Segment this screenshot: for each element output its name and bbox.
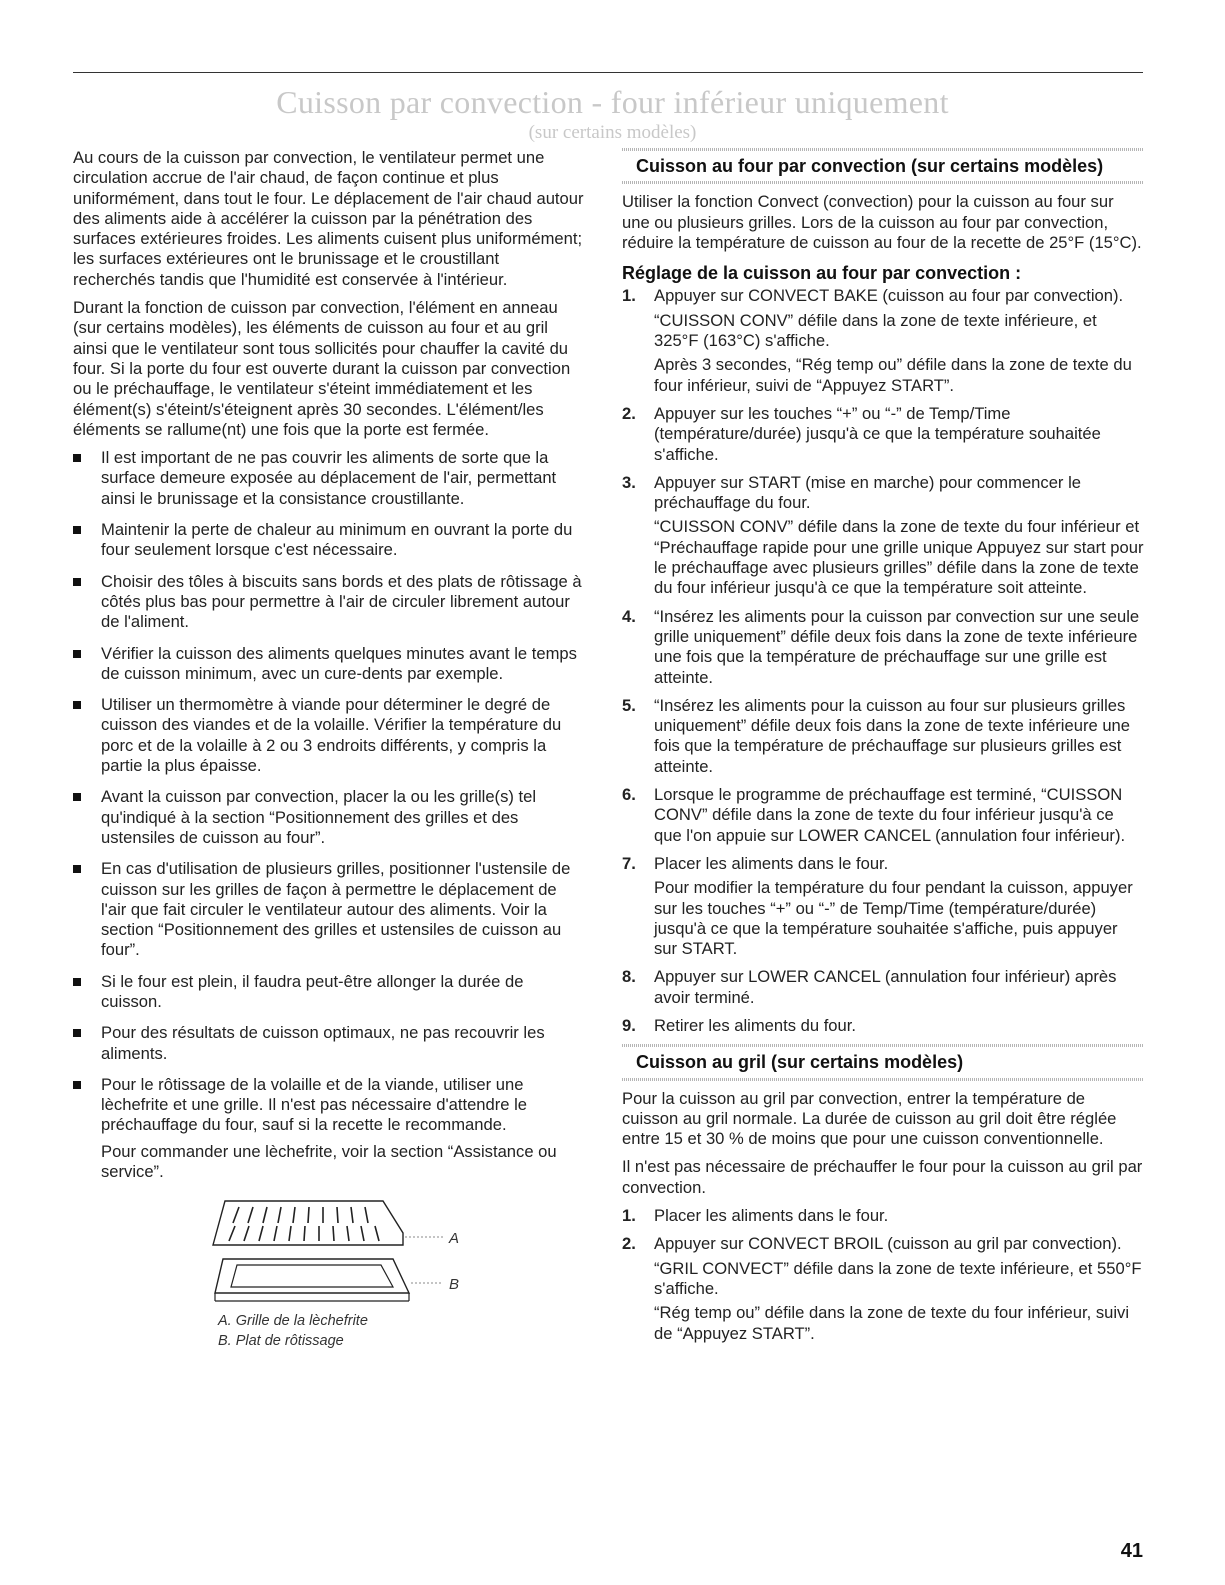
section-intro: Utiliser la fonction Convect (convection) pour la cuisson au four sur une ou plusieurs grilles. Lors de la cuisson au four par convection, réduire la température de cuisson au four de la recette de 25°F (15°C). bbox=[622, 192, 1142, 252]
step-text: “Insérez les aliments pour la cuisson par convection sur une seule grille uniquement” défile deux fois dans la zone de texte inférieure une fois que la température de préchauffage sur une grille est atteinte. bbox=[654, 606, 1140, 687]
list-item bbox=[73, 644, 585, 685]
step-note: “GRIL CONVECT” défile dans la zone de texte inférieure, et 550°F s'affiche. bbox=[654, 1258, 1142, 1298]
step-number: 5. bbox=[622, 695, 636, 715]
step-text: Placer les aliments dans le four. bbox=[654, 853, 889, 873]
broiler-pan-illustration bbox=[203, 1193, 503, 1308]
section-heading-convection-bake: Cuisson au four par convection (sur certains modèles) bbox=[622, 148, 1144, 184]
step-number: 4. bbox=[622, 606, 636, 626]
step-text: Appuyer sur CONVECT BROIL (cuisson au gril par convection). bbox=[654, 1234, 1122, 1254]
step-item bbox=[622, 967, 1144, 1008]
list-item bbox=[73, 695, 585, 776]
step-text: “Insérez les aliments pour la cuisson au four sur plusieurs grilles uniquement” défile deux fois dans la zone de texte inférieure une fois que la température de préchauffage sur plusieurs grilles est atteinte. bbox=[654, 695, 1131, 776]
step-text: Placer les aliments dans le four. bbox=[654, 1206, 889, 1226]
left-column bbox=[73, 148, 585, 1363]
figure-label-b: B bbox=[449, 1276, 460, 1294]
list-item bbox=[73, 520, 585, 561]
step-item bbox=[622, 1234, 1144, 1343]
step-item bbox=[622, 854, 1144, 959]
list-item bbox=[73, 972, 585, 1013]
step-item bbox=[622, 607, 1144, 688]
broil-paragraph: Il n'est pas nécessaire de préchauffer le four pour la cuisson au gril par convection. bbox=[622, 1157, 1143, 1197]
step-text: Lorsque le programme de préchauffage est terminé, “CUISSON CONV” défile dans la zone de texte du four inférieur jusqu'à ce que l'on appuie sur LOWER CANCEL (annulation four inférieur). bbox=[654, 785, 1126, 845]
list-item-text: Si le four est plein, il faudra peut-être allonger la durée de cuisson. bbox=[101, 971, 524, 1011]
section-heading-broil: Cuisson au gril (sur certains modèles) bbox=[622, 1044, 1144, 1080]
step-note: “CUISSON CONV” défile dans la zone de texte du four inférieur et “Préchauffage rapide pour une grille unique Appuyez sur start pour le préchauffage avec plusieurs grilles” défile dans la zone de texte du four inférieur jusqu'à ce que la température soit atteinte. bbox=[654, 517, 1144, 598]
intro-paragraphs bbox=[73, 148, 585, 440]
bullet-square-icon bbox=[73, 526, 81, 534]
step-number: 8. bbox=[622, 967, 636, 987]
list-item bbox=[73, 859, 585, 960]
step-number: 9. bbox=[622, 1015, 636, 1035]
step-item bbox=[622, 785, 1144, 846]
broiler-pan-figure bbox=[73, 1193, 585, 1363]
intro-paragraph: Durant la fonction de cuisson par convection, l'élément en anneau (sur certains modèles), les éléments de cuisson au four et au gril ainsi que le ventilateur sont tous sollicités pour chauffer la cavité du four. Si la porte du four est ouverte durant la cuisson par convection ou le préchauffage, le ventilateur s'éteint immédiatement et les élément(s) s'éteint/s'éteignent après 30 secondes. L'élément/les éléments se rallume(nt) une fois que la porte est fermée. bbox=[73, 298, 571, 439]
step-note: Pour modifier la température du four pendant la cuisson, appuyer sur les touches “+” ou “-” de Temp/Time (température/durée) jusqu'à ce que la température souhaitée s'affiche, puis appuyer sur START. bbox=[654, 878, 1133, 959]
bullet-square-icon bbox=[73, 865, 81, 873]
step-number: 2. bbox=[622, 1234, 636, 1254]
page-title: Cuisson par convection - four inférieur uniquement bbox=[276, 84, 949, 120]
step-text: Retirer les aliments du four. bbox=[654, 1015, 856, 1035]
step-number: 2. bbox=[622, 403, 636, 423]
list-item-text: En cas d'utilisation de plusieurs grilles, positionner l'ustensile de cuisson sur les grilles de façon à permettre le déplacement de l'air que fait circuler le ventilateur autour des aliments. Voir la section “Positionnement des grilles et ustensiles de cuisson au four”. bbox=[101, 859, 571, 960]
list-item bbox=[73, 1075, 585, 1182]
step-item bbox=[622, 286, 1144, 395]
list-item-text: Avant la cuisson par convection, placer la ou les grille(s) tel qu'indiqué à la section “Positionnement des grilles et des ustensiles de cuisson au four”. bbox=[101, 787, 537, 847]
bullet-square-icon bbox=[73, 454, 81, 462]
step-number: 1. bbox=[622, 286, 636, 306]
step-note: “Rég temp ou” défile dans la zone de texte du four inférieur, suivi de “Appuyez START”. bbox=[654, 1303, 1130, 1343]
step-number: 1. bbox=[622, 1206, 636, 1226]
list-item-text: Maintenir la perte de chaleur au minimum en ouvrant la porte du four seulement lorsque c'est nécessaire. bbox=[101, 520, 573, 560]
list-item-text: Pour le rôtissage de la volaille et de la viande, utiliser une lèchefrite et une grille. Il n'est pas nécessaire d'attendre le préchauffage du four, sauf si la recette le recommande. bbox=[101, 1074, 528, 1135]
bullet-square-icon bbox=[73, 701, 81, 709]
figure-caption bbox=[218, 1311, 368, 1351]
list-item bbox=[73, 448, 585, 509]
right-column bbox=[622, 148, 1144, 1352]
step-note: Après 3 secondes, “Rég temp ou” défile dans la zone de texte du four inférieur, suivi de “Appuyez START”. bbox=[654, 355, 1132, 395]
intro-paragraph: Au cours de la cuisson par convection, le ventilateur permet une circulation accrue de l'air chaud, de façon continue et plus uniformément, dans tout le four. Le déplacement de l'air chaud autour des aliments aide à accélérer la cuisson par la pénétration des surfaces extérieures froides. Les aliments cuisent plus uniformément; les surfaces extérieures ont le brunissage et le croustillant recherchés tandis que l'humidité est conservée à l'intérieur. bbox=[73, 148, 584, 289]
list-item-text: Pour des résultats de cuisson optimaux, ne pas recouvrir les aliments. bbox=[101, 1023, 545, 1063]
step-item bbox=[622, 696, 1144, 777]
bullet-square-icon bbox=[73, 1029, 81, 1037]
list-item-text: Choisir des tôles à biscuits sans bords et des plats de rôtissage à côtés plus bas pour permettre à l'air de circuler librement autour de l'aliment. bbox=[101, 571, 582, 632]
page-number: 41 bbox=[1120, 1540, 1143, 1562]
caption-b: B. Plat de rôtissage bbox=[218, 1333, 344, 1350]
bullet-square-icon bbox=[73, 793, 81, 801]
step-text: Appuyer sur CONVECT BAKE (cuisson au four par convection). bbox=[654, 286, 1124, 306]
bullet-square-icon bbox=[73, 978, 81, 986]
step-item bbox=[622, 473, 1144, 599]
step-number: 7. bbox=[622, 853, 636, 873]
broil-steps bbox=[622, 1206, 1144, 1344]
figure-label-a: A bbox=[449, 1230, 460, 1248]
page-subtitle: (sur certains modèles) bbox=[528, 122, 697, 143]
step-number: 6. bbox=[622, 785, 636, 805]
tips-list bbox=[73, 448, 585, 1182]
list-item-text: Vérifier la cuisson des aliments quelques minutes avant le temps de cuisson minimum, avec un cure-dents par exemple. bbox=[101, 643, 577, 683]
step-number: 3. bbox=[622, 472, 636, 492]
list-item-text: Il est important de ne pas couvrir les aliments de sorte que la surface demeure exposée au déplacement de l'air, permettant ainsi le brunissage et la consistance croustillante. bbox=[101, 448, 557, 508]
bullet-square-icon bbox=[73, 578, 81, 586]
list-item bbox=[73, 1023, 585, 1064]
broil-paragraph: Pour la cuisson au gril par convection, entrer la température de cuisson au gril normale. La durée de cuisson au gril doit être réglée entre 15 et 30 % de moins que pour une cuisson conventionnelle. bbox=[622, 1088, 1117, 1149]
list-item bbox=[73, 572, 585, 633]
top-rule bbox=[73, 72, 1143, 73]
broil-paragraphs bbox=[622, 1089, 1144, 1198]
list-item-text: Utiliser un thermomètre à viande pour déterminer le degré de cuisson des viandes et de la volaille. Vérifier la température du porc et de la volaille à 2 ou 3 endroits différents, y compris la partie la plus épaisse. bbox=[101, 695, 562, 776]
step-item bbox=[622, 404, 1144, 465]
step-note: “CUISSON CONV” défile dans la zone de texte inférieure, et 325°F (163°C) s'affiche. bbox=[654, 310, 1097, 351]
subsection-heading: Réglage de la cuisson au four par convection : bbox=[622, 263, 1022, 284]
step-text: Appuyer sur START (mise en marche) pour commencer le préchauffage du four. bbox=[654, 472, 1081, 513]
list-item bbox=[73, 787, 585, 848]
bullet-square-icon bbox=[73, 650, 81, 658]
step-item bbox=[622, 1206, 1144, 1226]
convection-bake-steps bbox=[622, 286, 1144, 1036]
step-text: Appuyer sur les touches “+” ou “-” de Temp/Time (température/durée) jusqu'à ce que la température souhaitée s'affiche. bbox=[654, 403, 1101, 464]
step-text: Appuyer sur LOWER CANCEL (annulation four inférieur) après avoir terminé. bbox=[654, 967, 1117, 1007]
step-item bbox=[622, 1016, 1144, 1036]
list-item-note: Pour commander une lèchefrite, voir la section “Assistance ou service”. bbox=[101, 1141, 557, 1182]
caption-a: A. Grille de la lèchefrite bbox=[218, 1313, 368, 1330]
bullet-square-icon bbox=[73, 1081, 81, 1089]
